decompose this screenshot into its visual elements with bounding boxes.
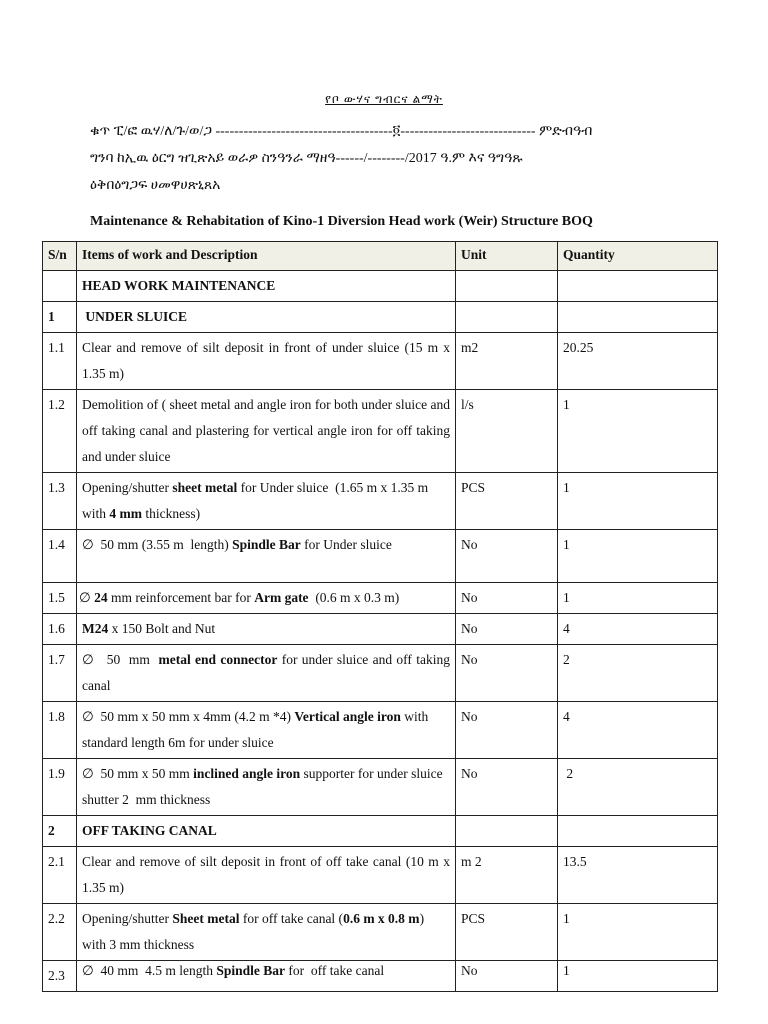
- item-number: 1.3: [43, 473, 77, 530]
- item-number: 1.5: [43, 583, 77, 614]
- table-row: [43, 614, 718, 645]
- section-row: [43, 302, 718, 333]
- item-unit: No: [456, 583, 558, 614]
- section-row: [43, 816, 718, 847]
- item-description: ∅ 50 mm x 50 mm x 4mm (4.2 m *4) Vertical angle iron with standard length 6m for under sluice: [77, 702, 456, 759]
- item-unit: No: [456, 645, 558, 702]
- item-number: 2.1: [43, 847, 77, 904]
- table-row: [43, 645, 718, 702]
- item-unit: No: [456, 759, 558, 816]
- item-description: ∅ 50 mm x 50 mm inclined angle iron supporter for under sluice shutter 2 mm thickness: [77, 759, 456, 816]
- item-quantity: 20.25: [558, 333, 718, 390]
- item-unit: No: [456, 530, 558, 583]
- table-header-row: [43, 242, 718, 271]
- item-unit: PCS: [456, 904, 558, 961]
- item-unit: m2: [456, 333, 558, 390]
- section-title: UNDER SLUICE: [77, 302, 456, 333]
- header-unit: Unit: [456, 242, 558, 271]
- reference-block: [90, 118, 650, 199]
- table-row: [43, 530, 718, 583]
- page-heading: የቦ ውሃና ግብርና ልማት: [325, 92, 443, 106]
- item-description: ∅ 24 mm reinforcement bar for Arm gate (0.6 m x 0.3 m): [77, 583, 456, 614]
- item-number: 1.7: [43, 645, 77, 702]
- item-number: 1.2: [43, 390, 77, 473]
- item-description: Clear and remove of silt deposit in front of under sluice (15 m x 1.35 m): [77, 333, 456, 390]
- section-title: OFF TAKING CANAL: [77, 816, 456, 847]
- table-row: [43, 702, 718, 759]
- reference-line: ዕቅበዕግጋፍ ሀመዋሀጽኒጸአ: [90, 178, 221, 193]
- reference-line: ግንባ ከኢዉ ዕርግ ዝጊጽአይ ወራዎ ስንዓንራ ማዘዓ------/--------/2017 ዓ.ም እና ዓግዓጹ: [90, 151, 523, 166]
- table-row: [43, 583, 718, 614]
- header-quantity: Quantity: [558, 242, 718, 271]
- item-description: Opening/shutter Sheet metal for off take canal (0.6 m x 0.8 m) with 3 mm thickness: [77, 904, 456, 961]
- section-row: [43, 271, 718, 302]
- item-quantity: 1: [558, 904, 718, 961]
- item-quantity: 4: [558, 702, 718, 759]
- item-quantity: 1: [558, 961, 718, 992]
- item-description: Opening/shutter sheet metal for Under sluice (1.65 m x 1.35 m with 4 mm thickness): [77, 473, 456, 530]
- boq-table: [42, 241, 718, 992]
- table-row: [43, 473, 718, 530]
- item-quantity: 4: [558, 614, 718, 645]
- item-number: 2.2: [43, 904, 77, 961]
- table-row: [43, 847, 718, 904]
- item-description: Demolition of ( sheet metal and angle iron for both under sluice and off taking canal and plastering for vertical angle iron for off taking and under sluice: [77, 390, 456, 473]
- item-quantity: 13.5: [558, 847, 718, 904]
- header-description: Items of work and Description: [77, 242, 456, 271]
- item-unit: PCS: [456, 473, 558, 530]
- item-number: 1.6: [43, 614, 77, 645]
- table-row: [43, 333, 718, 390]
- item-number: 1.8: [43, 702, 77, 759]
- section-number: 1: [43, 302, 77, 333]
- item-quantity: 1: [558, 583, 718, 614]
- item-quantity: 1: [558, 530, 718, 583]
- table-row: [43, 759, 718, 816]
- item-unit: No: [456, 961, 558, 992]
- table-row: [43, 390, 718, 473]
- section-title: HEAD WORK MAINTENANCE: [77, 271, 456, 302]
- item-number: 1.1: [43, 333, 77, 390]
- item-description: ∅ 40 mm 4.5 m length Spindle Bar for off take canal: [77, 961, 456, 992]
- item-number: 2.3: [43, 961, 77, 992]
- reference-line: ቁጥ ፒ/ፎ ዉሃ/ለ/ጉ/ወ/ጋ --------------------------------------፬----------------------------- ምድብዓብ: [90, 124, 593, 139]
- section-number: 2: [43, 816, 77, 847]
- header-sn: S/n: [43, 242, 77, 271]
- boq-title: Maintenance & Rehabitation of Kino-1 Diversion Head work (Weir) Structure BOQ: [90, 214, 593, 229]
- item-quantity: 1: [558, 473, 718, 530]
- item-unit: m 2: [456, 847, 558, 904]
- item-quantity: 2: [558, 759, 718, 816]
- item-description: M24 x 150 Bolt and Nut: [77, 614, 456, 645]
- item-unit: No: [456, 702, 558, 759]
- item-quantity: 1: [558, 390, 718, 473]
- item-number: 1.9: [43, 759, 77, 816]
- item-description: Clear and remove of silt deposit in front of off take canal (10 m x 1.35 m): [77, 847, 456, 904]
- item-description: ∅ 50 mm metal end connector for under sluice and off taking canal: [77, 645, 456, 702]
- item-quantity: 2: [558, 645, 718, 702]
- item-unit: No: [456, 614, 558, 645]
- table-row: [43, 961, 718, 992]
- table-row: [43, 904, 718, 961]
- item-number: 1.4: [43, 530, 77, 583]
- item-unit: l/s: [456, 390, 558, 473]
- item-description: ∅ 50 mm (3.55 m length) Spindle Bar for Under sluice: [77, 530, 456, 583]
